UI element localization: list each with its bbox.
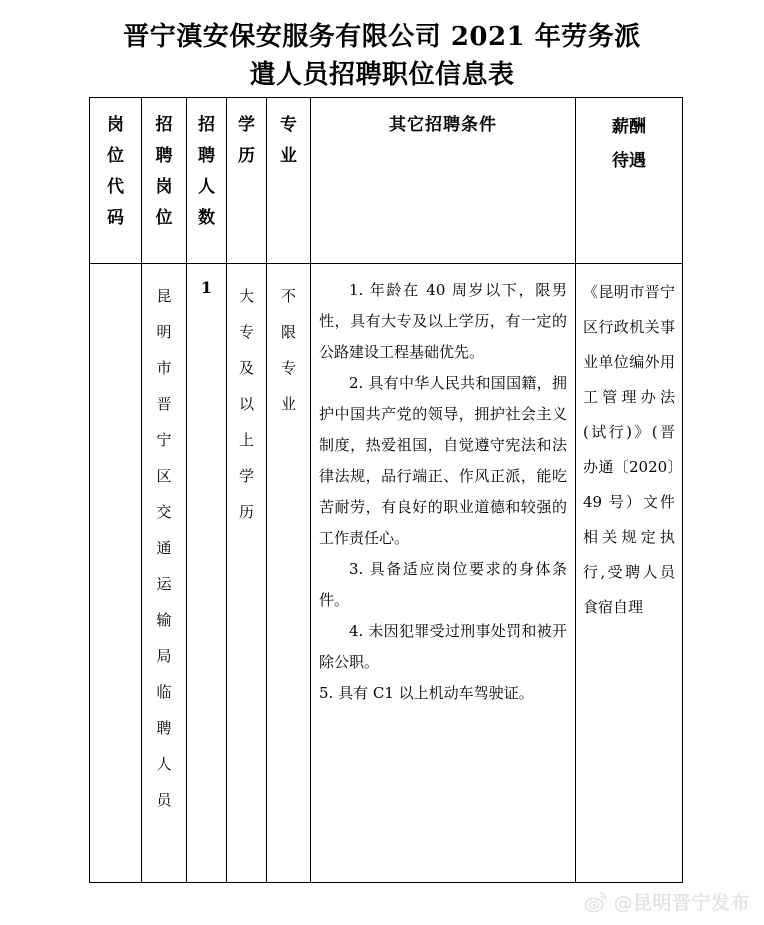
column-header-education-label: 学历 bbox=[238, 115, 255, 166]
table-header-row bbox=[90, 98, 683, 264]
other-condition-item: 2. 具有中华人民共和国国籍，拥护中国共产党的领导，拥护社会主义制度，热爱祖国，自觉遵守宪法和法律法规，品行端正、作风正派，能吃苦耐劳，有良好的职业道德和较强的工作责任心。 bbox=[319, 374, 567, 547]
other-condition-item: 1. 年龄在 40 周岁以下，限男性，具有大专及以上学历，有一定的公路建设工程基础优先。 bbox=[319, 281, 567, 361]
column-header-pay bbox=[576, 98, 683, 264]
page-title bbox=[90, 18, 674, 94]
column-header-post-count-label: 招聘人数 bbox=[198, 115, 215, 228]
other-condition-item: 5. 具有 C1 以上机动车驾驶证。 bbox=[319, 684, 534, 702]
column-header-major-label: 专业 bbox=[280, 115, 297, 166]
cell-post-count-value: 1 bbox=[200, 278, 213, 297]
column-header-post-count bbox=[187, 98, 227, 264]
column-header-post-name bbox=[142, 98, 187, 264]
column-header-other-conditions bbox=[311, 98, 576, 264]
cell-major-value: 不限专业 bbox=[280, 287, 296, 413]
cell-post-code bbox=[90, 264, 142, 883]
column-header-pay-label: 薪酬待遇 bbox=[612, 117, 646, 171]
column-header-other-conditions-label: 其它招聘条件 bbox=[389, 115, 497, 135]
table-row bbox=[90, 264, 683, 883]
cell-education bbox=[227, 264, 267, 883]
cell-pay-value: 《昆明市晋宁区行政机关事业单位编外用工管理办法(试行)》(晋办通〔2020〕49 号）文件相关规定执行,受聘人员食宿自理 bbox=[583, 283, 675, 616]
recruitment-info-table bbox=[89, 97, 683, 883]
cell-post-name bbox=[142, 264, 187, 883]
column-header-post-code bbox=[90, 98, 142, 264]
other-condition-item: 3. 具备适应岗位要求的身体条件。 bbox=[319, 560, 567, 609]
page-title-line-1: 晋宁滇安保安服务有限公司 2021 年劳务派 bbox=[123, 22, 641, 52]
cell-other-conditions bbox=[311, 264, 576, 883]
page-title-line-2: 遣人员招聘职位信息表 bbox=[249, 60, 515, 90]
watermark bbox=[584, 888, 750, 915]
cell-post-code-value bbox=[107, 265, 125, 279]
watermark-handle: @昆明晋宁发布 bbox=[613, 892, 750, 914]
cell-education-value: 大专及以上学历 bbox=[238, 287, 254, 521]
weibo-logo-icon bbox=[584, 890, 608, 914]
column-header-education bbox=[227, 98, 267, 264]
cell-pay bbox=[576, 264, 683, 883]
other-condition-item: 4. 未因犯罪受过刑事处罚和被开除公职。 bbox=[319, 622, 567, 671]
cell-post-name-value: 昆明市晋宁区交通运输局临聘人员 bbox=[156, 287, 172, 809]
column-header-post-code-label: 岗位代码 bbox=[107, 115, 124, 228]
column-header-major bbox=[267, 98, 311, 264]
cell-major bbox=[267, 264, 311, 883]
cell-post-count bbox=[187, 264, 227, 883]
other-conditions-list bbox=[311, 264, 575, 709]
column-header-post-name-label: 招聘岗位 bbox=[155, 115, 173, 228]
